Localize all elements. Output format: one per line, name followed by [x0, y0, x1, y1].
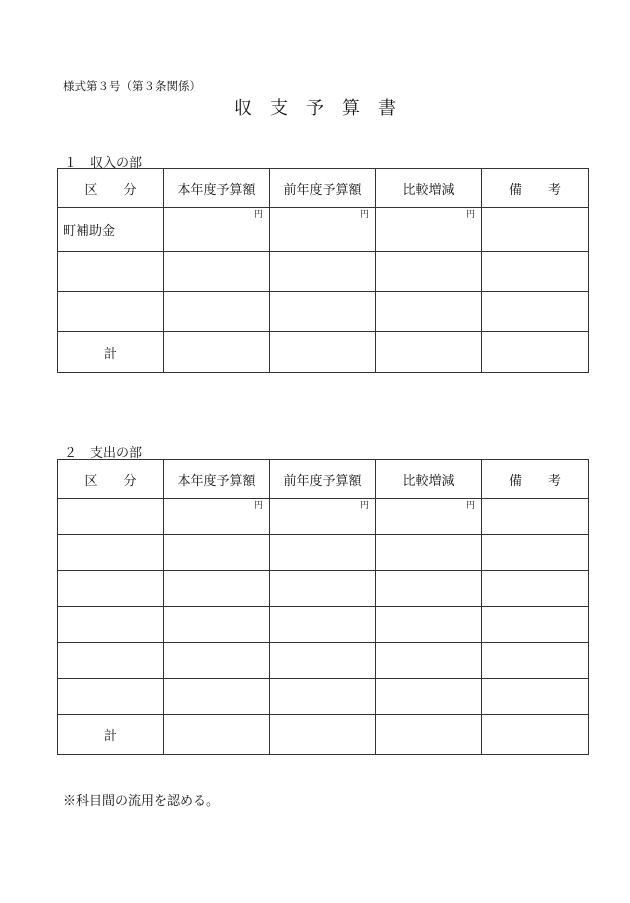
table-row: [58, 252, 589, 292]
form-number: 様式第３号（第３条関係）: [63, 79, 201, 93]
column-header-current-budget: 本年度予算額: [164, 169, 270, 208]
current-budget-cell[interactable]: [164, 643, 270, 679]
current-budget-total-cell[interactable]: [164, 332, 270, 373]
remarks-cell[interactable]: [482, 679, 589, 715]
category-cell[interactable]: [58, 679, 164, 715]
remarks-cell[interactable]: [482, 535, 589, 571]
difference-total-cell[interactable]: [376, 332, 482, 373]
previous-budget-total-cell[interactable]: [270, 332, 376, 373]
current-budget-total-cell[interactable]: [164, 715, 270, 755]
difference-cell[interactable]: [376, 535, 482, 571]
column-header-difference: 比較増減: [376, 460, 482, 499]
total-label: 計: [58, 332, 164, 373]
column-header-previous-budget: 前年度予算額: [270, 460, 376, 499]
remarks-cell[interactable]: [482, 208, 589, 252]
yen-unit: 円: [359, 501, 369, 511]
column-header-current-budget: 本年度予算額: [164, 460, 270, 499]
yen-unit: 円: [253, 210, 263, 220]
table-row: [58, 643, 589, 679]
previous-budget-cell[interactable]: [270, 499, 376, 535]
difference-cell[interactable]: [376, 499, 482, 535]
yen-unit: 円: [465, 210, 475, 220]
category-cell[interactable]: [58, 643, 164, 679]
remarks-total-cell[interactable]: [482, 715, 589, 755]
current-budget-cell[interactable]: [164, 607, 270, 643]
remarks-cell[interactable]: [482, 292, 589, 332]
yen-unit: 円: [465, 501, 475, 511]
difference-cell[interactable]: [376, 607, 482, 643]
previous-budget-cell[interactable]: [270, 643, 376, 679]
remarks-cell[interactable]: [482, 252, 589, 292]
previous-budget-cell[interactable]: [270, 292, 376, 332]
table-row: [58, 208, 589, 252]
current-budget-cell[interactable]: [164, 252, 270, 292]
document-title: 収 支 予 算 書: [234, 98, 396, 119]
category-cell[interactable]: [58, 499, 164, 535]
difference-cell[interactable]: [376, 643, 482, 679]
income-header-row: [58, 169, 589, 208]
current-budget-cell[interactable]: [164, 499, 270, 535]
expense-header-row: [58, 460, 589, 499]
table-row: [58, 571, 589, 607]
column-header-category: 区 分: [58, 169, 164, 208]
table-row: [58, 535, 589, 571]
category-cell[interactable]: [58, 571, 164, 607]
yen-unit: 円: [253, 501, 263, 511]
category-cell[interactable]: [58, 535, 164, 571]
current-budget-cell[interactable]: [164, 535, 270, 571]
table-row: [58, 292, 589, 332]
expense-table: [57, 459, 589, 755]
remarks-total-cell[interactable]: [482, 332, 589, 373]
difference-cell[interactable]: [376, 679, 482, 715]
column-header-category: 区 分: [58, 460, 164, 499]
difference-cell[interactable]: [376, 571, 482, 607]
current-budget-cell[interactable]: [164, 292, 270, 332]
expense-section-heading: ２ 支出の部: [64, 446, 143, 461]
total-label: 計: [58, 715, 164, 755]
category-cell[interactable]: [58, 252, 164, 292]
remarks-cell[interactable]: [482, 607, 589, 643]
category-cell[interactable]: [58, 607, 164, 643]
table-row: [58, 499, 589, 535]
difference-cell[interactable]: [376, 208, 482, 252]
previous-budget-cell[interactable]: [270, 535, 376, 571]
current-budget-cell[interactable]: [164, 571, 270, 607]
column-header-difference: 比較増減: [376, 169, 482, 208]
income-total-row: [58, 332, 589, 373]
yen-unit: 円: [359, 210, 369, 220]
current-budget-cell[interactable]: [164, 679, 270, 715]
difference-total-cell[interactable]: [376, 715, 482, 755]
category-cell[interactable]: [58, 292, 164, 332]
expense-total-row: [58, 715, 589, 755]
previous-budget-cell[interactable]: [270, 208, 376, 252]
previous-budget-total-cell[interactable]: [270, 715, 376, 755]
remarks-cell[interactable]: [482, 571, 589, 607]
remarks-cell[interactable]: [482, 499, 589, 535]
difference-cell[interactable]: [376, 292, 482, 332]
table-row: [58, 679, 589, 715]
income-section-heading: １ 収入の部: [64, 156, 143, 171]
difference-cell[interactable]: [376, 252, 482, 292]
previous-budget-cell[interactable]: [270, 679, 376, 715]
remarks-cell[interactable]: [482, 643, 589, 679]
previous-budget-cell[interactable]: [270, 252, 376, 292]
category-cell[interactable]: 町補助金: [58, 208, 164, 252]
previous-budget-cell[interactable]: [270, 571, 376, 607]
table-row: [58, 607, 589, 643]
previous-budget-cell[interactable]: [270, 607, 376, 643]
column-header-previous-budget: 前年度予算額: [270, 169, 376, 208]
column-header-remarks: 備 考: [482, 169, 589, 208]
income-table: [57, 168, 589, 373]
current-budget-cell[interactable]: [164, 208, 270, 252]
column-header-remarks: 備 考: [482, 460, 589, 499]
footer-note: ※科目間の流用を認める。: [63, 794, 220, 809]
